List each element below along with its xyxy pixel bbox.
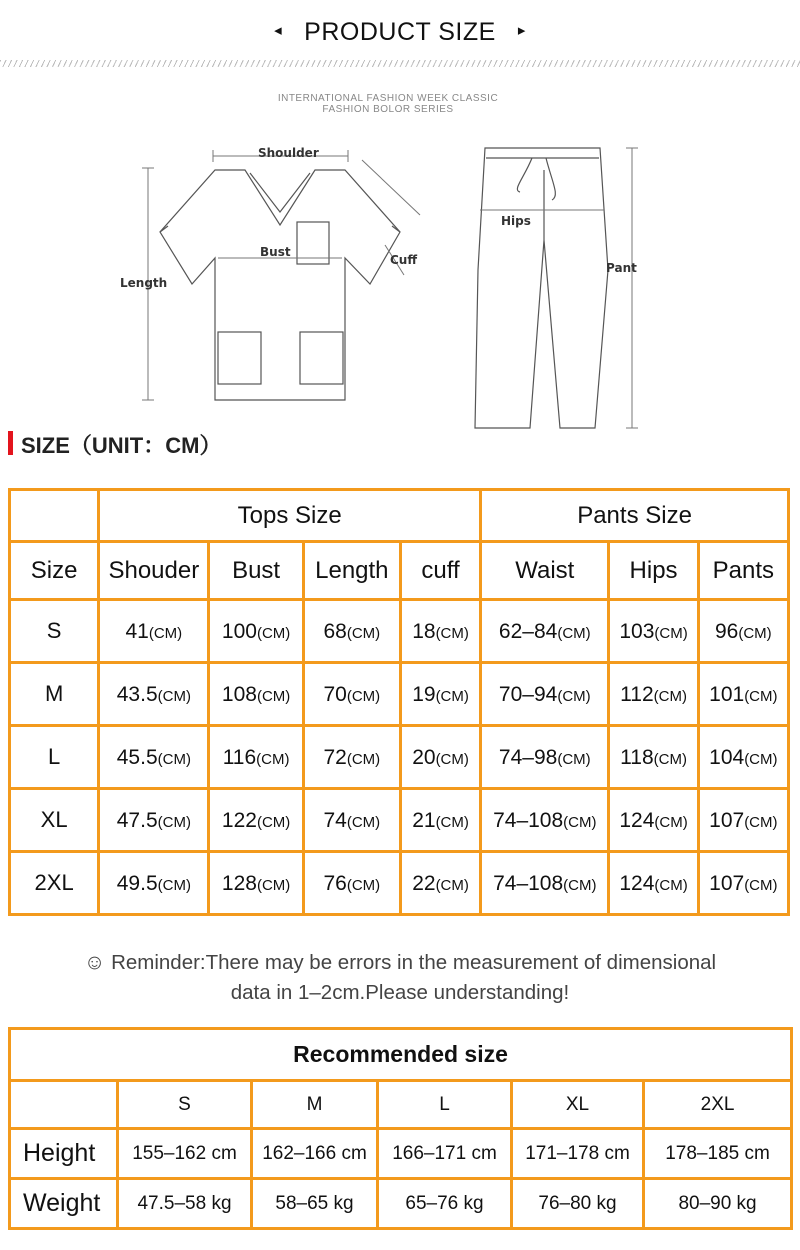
pants-size-header: Pants Size (481, 490, 789, 542)
unit-label: (CM) (346, 877, 381, 894)
shoulder-cell (99, 852, 209, 915)
bust-value: 108 (221, 683, 257, 706)
unit-label: (CM) (653, 688, 687, 705)
unit-label: (CM) (563, 877, 597, 894)
column-header-length: Length (303, 542, 400, 600)
size-header-m: M (252, 1081, 378, 1129)
weight-label: Weight (10, 1179, 118, 1229)
unit-label: (CM) (435, 877, 469, 894)
waist-cell (481, 600, 609, 663)
hips-cell (609, 852, 698, 915)
pants-drawstring (517, 158, 555, 200)
height-cell: 171–178 cm (512, 1129, 644, 1179)
table-row (10, 663, 789, 726)
waist-value: 74–108 (493, 809, 564, 832)
reminder-line-1: Reminder:There may be errors in the measurement of dimensional (111, 951, 717, 974)
waist-value: 74–98 (498, 746, 558, 769)
scrub-top-pocket-left (218, 332, 261, 384)
pants-cell (698, 789, 788, 852)
table-row (10, 789, 789, 852)
size-cell: M (10, 663, 99, 726)
height-cell: 166–171 cm (378, 1129, 512, 1179)
size-header-s: S (118, 1081, 252, 1129)
column-header-bust: Bust (209, 542, 303, 600)
bust-cell (209, 789, 303, 852)
pants-cell (698, 600, 788, 663)
unit-label: (CM) (157, 751, 191, 768)
cuff-value: 19 (412, 683, 436, 706)
size-cell: 2XL (10, 852, 99, 915)
bust-value: 100 (221, 620, 257, 643)
waist-value: 74–108 (493, 872, 564, 895)
column-header-pants: Pants (698, 542, 788, 600)
length-value: 76 (323, 872, 347, 895)
weight-cell: 76–80 kg (512, 1179, 644, 1229)
shoulder-value: 47.5 (116, 809, 158, 832)
unit-label: (CM) (256, 688, 291, 705)
waist-cell (481, 726, 609, 789)
hips-label: Hips (501, 214, 531, 228)
garment-diagram (0, 0, 800, 440)
accent-bar (8, 431, 13, 455)
unit-label: (CM) (557, 751, 591, 768)
table-row (10, 726, 789, 789)
table-row (10, 600, 789, 663)
cuff-cell (400, 600, 480, 663)
scrub-top-outline (160, 170, 400, 400)
size-header-xl: XL (512, 1081, 644, 1129)
weight-cell: 80–90 kg (644, 1179, 792, 1229)
weight-row (10, 1179, 792, 1229)
unit-label: (CM) (346, 688, 381, 705)
height-cell: 155–162 cm (118, 1129, 252, 1179)
hips-cell (609, 726, 698, 789)
pants-value: 104 (709, 746, 745, 769)
corner-cell (10, 1081, 118, 1129)
pants-cell (698, 726, 788, 789)
recommended-title: Recommended size (10, 1029, 792, 1081)
waist-cell (481, 663, 609, 726)
unit-label: (CM) (256, 751, 290, 768)
column-header-hips: Hips (609, 542, 698, 600)
arrow-left-icon: ◂ (274, 22, 283, 40)
length-value: 74 (323, 809, 347, 832)
bust-value: 128 (221, 872, 257, 895)
bust-cell (209, 663, 303, 726)
shoulder-value: 45.5 (116, 746, 158, 769)
reminder-line-2: data in 1–2cm.Please understanding! (230, 981, 570, 1004)
cuff-cell (400, 789, 480, 852)
shoulder-cell (99, 600, 209, 663)
unit-label: (CM) (346, 751, 381, 768)
unit-label: (CM) (256, 877, 291, 894)
unit-label: (CM) (654, 625, 688, 642)
unit-label: (CM) (654, 814, 688, 831)
pants-cell (698, 852, 788, 915)
sleeve-measure-line (362, 160, 420, 215)
table-row (10, 852, 789, 915)
pants-value: 96 (714, 620, 739, 643)
weight-cell: 58–65 kg (252, 1179, 378, 1229)
waist-cell (481, 789, 609, 852)
size-cell: S (10, 600, 99, 663)
recommended-size-table (8, 1027, 793, 1230)
unit-label: (CM) (435, 814, 469, 831)
pants-value: 107 (709, 872, 745, 895)
column-header-waist: Waist (481, 542, 609, 600)
column-header-cuff: cuff (400, 542, 480, 600)
scrub-top-pocket-right (300, 332, 343, 384)
size-header-2xl: 2XL (644, 1081, 792, 1129)
hips-cell (609, 789, 698, 852)
unit-label: (CM) (435, 625, 469, 642)
reminder-note (0, 948, 800, 1008)
unit-label: (CM) (346, 625, 381, 642)
height-row (10, 1129, 792, 1179)
unit-label: (CM) (744, 751, 778, 768)
brand-line-2: FASHION BOLOR SERIES (322, 104, 454, 115)
unit-label: (CM) (346, 814, 381, 831)
unit-label: (CM) (653, 751, 687, 768)
size-header-l: L (378, 1081, 512, 1129)
cuff-cell (400, 663, 480, 726)
waist-cell (481, 852, 609, 915)
length-cell (303, 663, 400, 726)
shoulder-cell (99, 789, 209, 852)
height-label: Height (10, 1129, 118, 1179)
unit-label: (CM) (157, 814, 191, 831)
hips-value: 124 (619, 872, 655, 895)
pants-outline (475, 148, 608, 428)
cuff-value: 18 (412, 620, 436, 643)
shoulder-value: 41 (125, 620, 149, 643)
cuff-cell (400, 852, 480, 915)
unit-label: (CM) (563, 814, 597, 831)
cuff-value: 22 (412, 872, 436, 895)
bust-cell (209, 600, 303, 663)
pants-value: 107 (709, 809, 745, 832)
unit-label: (CM) (148, 625, 183, 642)
hips-cell (609, 663, 698, 726)
brand-line-1: INTERNATIONAL FASHION WEEK CLASSIC (277, 93, 499, 104)
waist-value: 62–84 (498, 620, 558, 643)
unit-label: (CM) (435, 688, 469, 705)
hips-value: 103 (619, 620, 655, 643)
size-chart-table (8, 488, 790, 916)
height-cell: 162–166 cm (252, 1129, 378, 1179)
length-value: 68 (323, 620, 347, 643)
tops-size-header: Tops Size (99, 490, 481, 542)
unit-label: (CM) (557, 688, 591, 705)
bust-cell (209, 726, 303, 789)
unit-label: (CM) (157, 688, 191, 705)
cuff-value: 21 (412, 809, 436, 832)
length-cell (303, 600, 400, 663)
arrow-right-icon: ▸ (517, 22, 526, 40)
unit-label: (CM) (256, 814, 291, 831)
hips-value: 124 (619, 809, 655, 832)
length-value: 72 (323, 746, 347, 769)
size-cell: XL (10, 789, 99, 852)
smiley-icon: ☺ (83, 951, 106, 974)
bust-label: Bust (260, 245, 291, 259)
pants-value: 101 (709, 683, 745, 706)
unit-label: (CM) (744, 877, 778, 894)
weight-cell: 47.5–58 kg (118, 1179, 252, 1229)
length-cell (303, 852, 400, 915)
waist-value: 70–94 (498, 683, 558, 706)
corner-cell (10, 490, 99, 542)
unit-label: (CM) (654, 877, 688, 894)
length-label: Length (120, 276, 168, 290)
size-cell: L (10, 726, 99, 789)
unit-label: (CM) (157, 877, 191, 894)
bust-cell (209, 852, 303, 915)
cuff-cell (400, 726, 480, 789)
hips-cell (609, 600, 698, 663)
unit-label: (CM) (738, 625, 772, 642)
shoulder-cell (99, 726, 209, 789)
shoulder-label: Shoulder (258, 146, 319, 160)
length-value: 70 (323, 683, 347, 706)
hips-value: 118 (620, 746, 654, 769)
shoulder-value: 43.5 (116, 683, 158, 706)
page-title-text: PRODUCT SIZE (304, 18, 496, 46)
unit-label: (CM) (744, 688, 778, 705)
pants-cell (698, 663, 788, 726)
bust-value: 122 (221, 809, 257, 832)
length-cell (303, 789, 400, 852)
column-header-shoulder: Shouder (99, 542, 209, 600)
weight-cell: 65–76 kg (378, 1179, 512, 1229)
shoulder-value: 49.5 (116, 872, 158, 895)
cuff-value: 20 (412, 746, 436, 769)
unit-label: (CM) (557, 625, 591, 642)
hips-value: 112 (620, 683, 654, 706)
length-cell (303, 726, 400, 789)
cuff-label: Cuff (390, 253, 418, 267)
shoulder-cell (99, 663, 209, 726)
unit-label: (CM) (435, 751, 469, 768)
height-cell: 178–185 cm (644, 1129, 792, 1179)
pant-label: Pant (606, 261, 637, 275)
section-heading-text: SIZE（UNIT：CM） (21, 433, 222, 458)
bust-value: 116 (222, 746, 257, 769)
unit-label: (CM) (256, 625, 291, 642)
column-header-size: Size (10, 542, 99, 600)
unit-label: (CM) (744, 814, 778, 831)
